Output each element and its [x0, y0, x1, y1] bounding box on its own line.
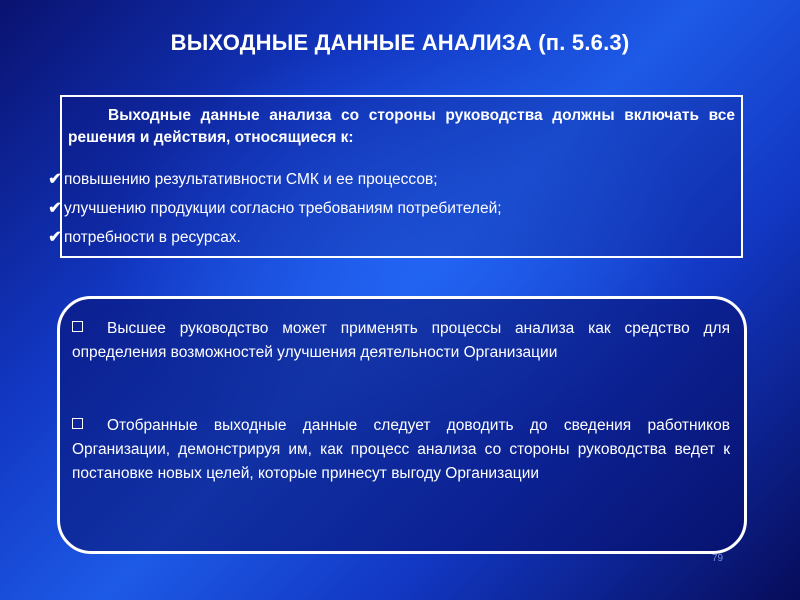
recommendation-paragraph [72, 414, 730, 486]
checklist-item-text: потребности в ресурсах. [64, 229, 241, 246]
square-bullet-icon [72, 321, 83, 332]
square-bullet-icon [72, 418, 83, 429]
recommendations-box [57, 296, 747, 554]
slide-title: ВЫХОДНЫЕ ДАННЫЕ АНАЛИЗА (п. 5.6.3) [170, 30, 630, 55]
checklist-item [46, 165, 502, 194]
recommendation-text: Отобранные выходные данные следует доводить до сведения работников Организации, демонстрируя им, как процесс анализа со стороны руководства ведет к постановке новых целей, которые принесут выгоду Организации [72, 417, 730, 482]
checklist-item [46, 194, 502, 223]
checklist-item-text: улучшению продукции согласно требованиям потребителей; [64, 200, 502, 217]
checklist-item-text: повышению результативности СМК и ее процессов; [64, 171, 438, 188]
output-data-intro: Выходные данные анализа со стороны руководства должны включать все решения и действия, относящиеся к: [68, 107, 735, 146]
recommendation-paragraph [72, 317, 730, 365]
checkmark-icon: ✔ [48, 229, 62, 246]
checkmark-icon: ✔ [48, 171, 62, 188]
checkmark-icon: ✔ [48, 200, 62, 217]
checklist-item [46, 223, 502, 252]
page-number: 79 [712, 553, 724, 564]
output-data-checklist [46, 165, 502, 252]
recommendation-text: Высшее руководство может применять процессы анализа как средство для определения возможностей улучшения деятельности Организации [72, 320, 730, 361]
